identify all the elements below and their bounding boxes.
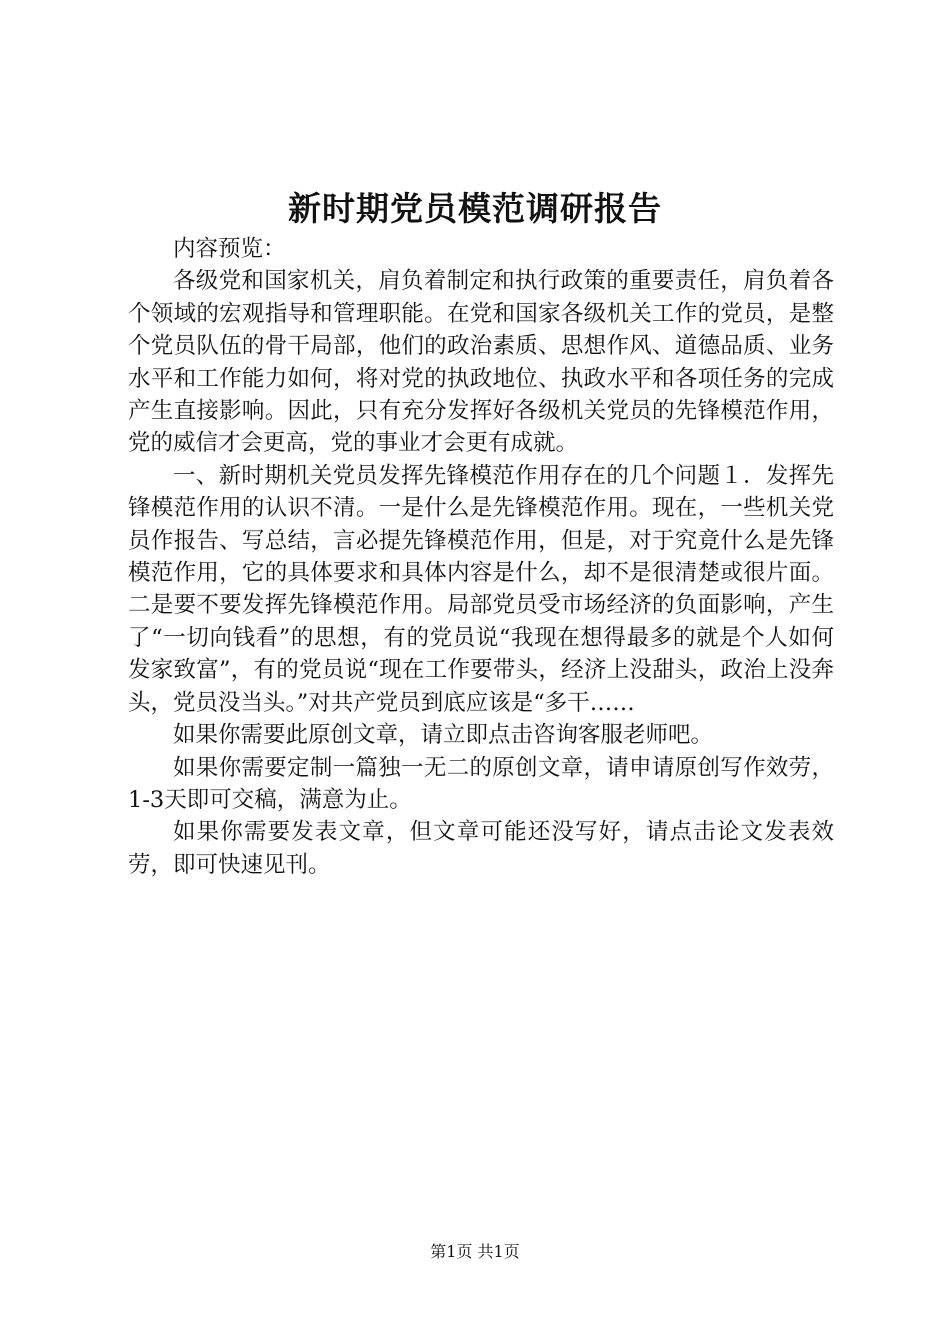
paragraph: 如果你需要发表文章，但文章可能还没写好，请点击论文发表效劳，即可快速见刊。 bbox=[128, 819, 834, 878]
document-title: 新时期党员模范调研报告 bbox=[288, 189, 662, 228]
document-body bbox=[128, 233, 834, 881]
paragraph: 如果你需要定制一篇独一无二的原创文章，请申请原创写作效劳，1-3天即可交稿，满意为止。 bbox=[128, 754, 834, 813]
paragraph: 如果你需要此原创文章，请立即点击咨询客服老师吧。 bbox=[173, 722, 714, 749]
page-footer: 第1页 共1页 bbox=[430, 1242, 520, 1261]
paragraph: 各级党和国家机关，肩负着制定和执行政策的重要责任，肩负着各个领域的宏观指导和管理职能。在党和国家各级机关工作的党员，是整个党员队伍的骨干局部，他们的政治素质、思想作风、道德品质、业务水平和工作能力如何，将对党的执政地位、执政水平和各项任务的完成产生直接影响。因此，只有充分发挥好各级机关党员的先锋模范作用，党的威信才会更高，党的事业才会更有成就。 bbox=[128, 268, 834, 457]
paragraph: 一、新时期机关党员发挥先锋模范作用存在的几个问题１．发挥先锋模范作用的认识不清。一是什么是先锋模范作用。现在，一些机关党员作报告、写总结，言必提先锋模范作用，但是，对于究竟什么是先锋模范作用，它的具体要求和具体内容是什么，却不是很清楚或很片面。二是要不要发挥先锋模范作用。局部党员受市场经济的负面影响，产生了“一切向钱看”的思想，有的党员说“我现在想得最多的就是个人如何发家致富”，有的党员说“现在工作要带头，经济上没甜头，政治上没奔头，党员没当头。”对共产党员到底应该是“多干…… bbox=[128, 462, 834, 716]
paragraph-preview-label: 内容预览： bbox=[173, 236, 286, 262]
